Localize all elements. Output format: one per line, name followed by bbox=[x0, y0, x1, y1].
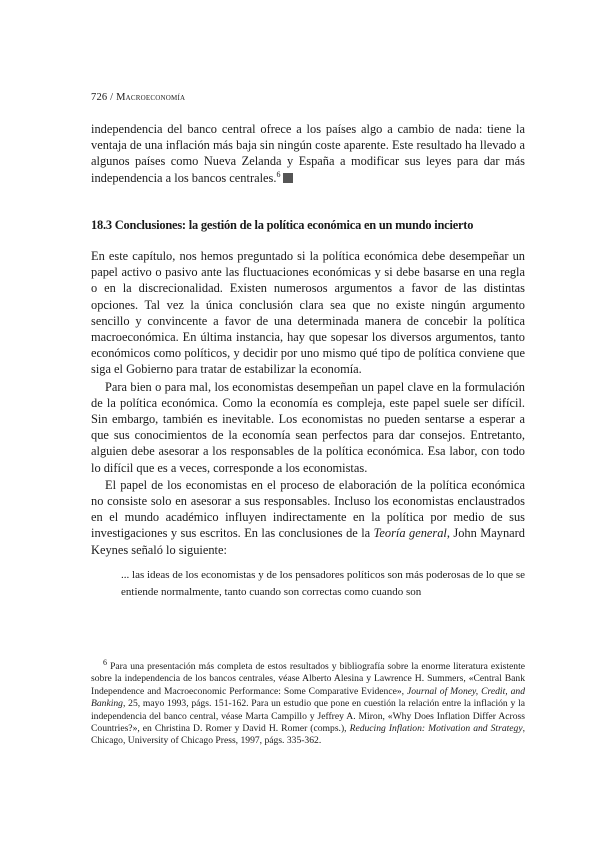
footnote-part1: Para una presentación más completa de estos resultados y bibliografía sobre la enorme literatura existente sobre la independencia de los bancos centrales, véase Alberto Alesina y Lawrence H. Summers, «Central Bank Independence and Macroeconomic Performance: Some Comparative Evidence», bbox=[91, 661, 525, 697]
section-number: 18.3 bbox=[91, 218, 112, 232]
paragraph-2: Para bien o para mal, los economistas desempeñan un papel clave en la formulación de la política económica. Como la economía es compleja, este papel suele ser difícil. Sin embargo, también es inevitable. Los economistas no pueden sentarse a esperar a que sus conocimientos de la economía sean perfectos para dar consejos. Entretanto, alguien debe asesorar a los responsables de la política económica. Esa labor, con todo lo difícil que es a veces, corresponde a los economistas. bbox=[91, 379, 525, 475]
footnotes bbox=[91, 657, 526, 748]
paragraph-3-italic: Teoría general bbox=[373, 526, 447, 541]
paragraph-3-before: El papel de los economistas en el proceso de elaboración de la política económica no consiste solo en asesorar a sus responsables. Incluso los economistas enclaustrados en el mundo académico influyen indirectamente en la política por medio de sus investigaciones y sus escritos. En las conclusiones de la bbox=[91, 477, 525, 541]
section-heading bbox=[91, 218, 525, 233]
footnote-italic1: Journal of Money, Credit, and Banking bbox=[91, 685, 525, 710]
section-body bbox=[91, 248, 525, 601]
paragraph-3 bbox=[91, 477, 525, 558]
footnote-number: 6 bbox=[103, 657, 107, 667]
paragraph-1: En este capítulo, nos hemos preguntado si la política económica debe desempeñar un papel activo o pasivo ante las fluctuaciones económicas y si debe basarse en una regla o en la discrecionalidad. Existen numerosos argumentos a favor de las distintas opciones. Tal vez la única conclusión clara sea que no existe ningún argumento sencillo y convincente a favor de una determinada manera de concebir la política macroeconómica. En última instancia, hay que sopesar los diversos argumentos, tanto económicos como políticos, y decidir por uno mismo qué tipo de política conviene que siga el Gobierno para tratar de estabilizar la economía. bbox=[91, 249, 525, 377]
paragraph-3-after: , John Maynard Keynes señaló lo siguiente: bbox=[91, 526, 526, 557]
intro-block bbox=[91, 121, 525, 186]
end-of-box-icon bbox=[283, 173, 293, 183]
running-header bbox=[91, 92, 185, 103]
footnote-part2: , 25, mayo 1993, págs. 151-162. Para un estudio que pone en cuestión la relación entre la inflación y la independencia del banco central, véase Marta Campillo y Jeffrey A. Miron, «Why Does Inflation Differ Across Countries?», en Christina D. Romer y David H. Romer (comps.), bbox=[91, 698, 525, 735]
block-quote bbox=[121, 567, 525, 601]
footnote-part3: , Chicago, University of Chicago Press, 1997, págs. 335-362. bbox=[91, 723, 526, 747]
page-number: 726 / bbox=[91, 92, 114, 103]
footnote-6 bbox=[91, 657, 526, 748]
intro-paragraph bbox=[91, 121, 525, 186]
book-title: Macroeconomía bbox=[116, 92, 186, 103]
section-title: Conclusiones: la gestión de la política económica en un mundo incierto bbox=[114, 218, 474, 232]
footnote-ref: 6 bbox=[276, 169, 281, 179]
intro-text: independencia del banco central ofrece a los países algo a cambio de nada: tiene la ventaja de una inflación más baja sin ningún coste aparente. Este resultado ha llevado a algunos países como Nueva Zelanda y España a modificar sus leyes para dar más independencia a los bancos centrales. bbox=[91, 122, 525, 185]
quote-text: ... las ideas de los economistas y de los pensadores políticos son más poderosas de lo que se entiende normalmente, tanto cuando son correctas como cuando son bbox=[121, 568, 525, 598]
footnote-italic2: Reducing Inflation: Motivation and Strategy bbox=[349, 723, 523, 735]
